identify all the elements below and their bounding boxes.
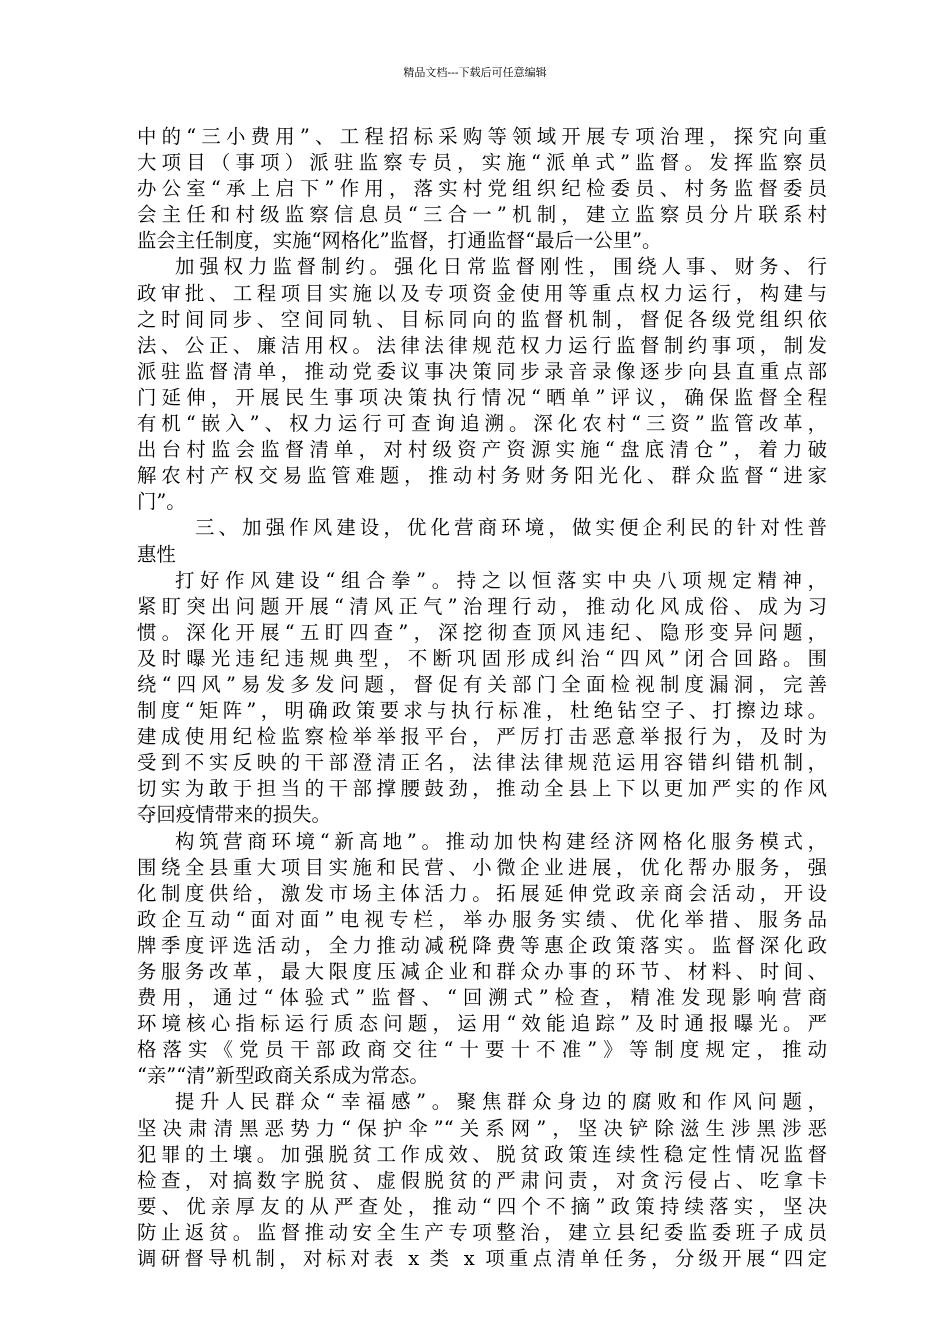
text-line: 紧盯突出问题开展“清风正气”治理行动，推动化风成俗、成为习 xyxy=(137,594,827,618)
text-line: 犯罪的土壤。加强脱贫工作成效、脱贫政策连续性稳定性情况监督 xyxy=(137,1142,827,1166)
text-line: 门延伸，开展民生事项决策执行情况“晒单”评议，确保监督全程 xyxy=(137,385,827,409)
text-line: 派驻监督清单，推动党委议事决策同步录音录像逐步向县直重点部 xyxy=(137,359,827,383)
section-heading-cont: 惠性 xyxy=(137,542,176,566)
text-line: 调研督导机制，对标对表 x 类 x 项重点清单任务，分级开展“四定 xyxy=(137,1247,827,1271)
text-line: 化制度供给，激发市场主体活力。拓展延伸党政亲商会活动，开设 xyxy=(137,881,827,905)
text-line: 绕“四风”易发多发问题，督促有关部门全面检视制度漏洞，完善 xyxy=(137,672,827,696)
text-line: 格落实《党员干部政商交往“十要十不准”》等制度规定，推动 xyxy=(137,1038,827,1062)
text-line: 惯。深化开展“五盯四查”，深挖彻查顶风违纪、隐形变异问题， xyxy=(137,620,827,644)
paragraph-heading-line: 提升人民群众“幸福感”。聚焦群众身边的腐败和作风问题， xyxy=(175,1090,827,1114)
text-line: 防止返贫。监督推动安全生产专项整治，建立县纪委监委班子成员 xyxy=(137,1220,827,1244)
text-line: 坚决肃清黑恶势力“保护伞”“关系网”，坚决铲除滋生涉黑涉恶 xyxy=(137,1116,827,1140)
text-line: 之时间同步、空间同轨、目标同向的监督机制，督促各级党组织依 xyxy=(137,307,827,331)
document-body xyxy=(137,124,827,1334)
text-line: 围绕全县重大项目实施和民营、小微企业进展，优化帮办服务，强 xyxy=(137,855,827,879)
text-line: 环境核心指标运行质态问题，运用“效能追踪”及时通报曝光。严 xyxy=(137,1012,827,1036)
text-line: 牌季度评选活动，全力推动减税降费等惠企政策落实。监督深化政 xyxy=(137,933,827,957)
paragraph-heading-line: 加强权力监督制约。强化日常监督刚性，围绕人事、财务、行 xyxy=(175,255,827,279)
text-line: 法、公正、廉洁用权。法律法律规范权力运行监督制约事项，制发 xyxy=(137,333,827,357)
section-heading: 三、加强作风建设，优化营商环境，做实便企利民的针对性普 xyxy=(195,516,827,540)
text-line: 检查，对搞数字脱贫、虚假脱贫的严肃问责，对贪污侵占、吃拿卡 xyxy=(137,1168,827,1192)
text-line: 受到不实反映的干部澄清正名，法律法律规范运用容错纠错机制， xyxy=(137,751,827,775)
text-line: 建成使用纪检监察检举举报平台，严厉打击恶意举报行为，及时为 xyxy=(137,725,827,749)
text-line: 出台村监会监督清单，对村级资产资源实施“盘底清仓”，着力破 xyxy=(137,438,827,462)
text-line: “亲”“清”新型政商关系成为常态。 xyxy=(137,1064,429,1088)
page-header: 精品文档---下载后可任意编辑 xyxy=(403,66,547,79)
text-line: 监会主任制度，实施“网格化”监督，打通监督“最后一公里”。 xyxy=(137,229,662,253)
text-line: 务服务改革，最大限度压减企业和群众办事的环节、材料、时间、 xyxy=(137,960,827,983)
text-line: 政企互动“面对面”电视专栏，举办服务实绩、优化举措、服务品 xyxy=(137,907,827,931)
text-line: 切实为敢于担当的干部撑腰鼓劲，推动全县上下以更加严实的作风 xyxy=(137,777,827,801)
text-line: 费用，通过“体验式”监督、“回溯式”检查，精准发现影响营商 xyxy=(137,986,827,1010)
text-line: 中的“三小费用”、工程招标采购等领域开展专项治理，探究向重 xyxy=(137,125,827,148)
text-line: 大项目（事项）派驻监察专员，实施“派单式”监督。发挥监察员 xyxy=(137,151,827,175)
text-line: 政审批、工程项目实施以及专项资金使用等重点权力运行，构建与 xyxy=(137,281,827,305)
text-line: 制度“矩阵”，明确政策要求与执行标准，杜绝钻空子、打擦边球。 xyxy=(137,699,827,723)
text-line: 门”。 xyxy=(137,490,186,514)
paragraph-heading-line: 构筑营商环境“新高地”。推动加快构建经济网格化服务模式， xyxy=(175,829,827,853)
paragraph-heading-line: 打好作风建设“组合拳”。持之以恒落实中央八项规定精神， xyxy=(175,568,827,592)
text-line: 办公室“承上启下”作用，落实村党组织纪检委员、村务监督委员 xyxy=(137,177,827,201)
text-line: 及时曝光违纪违规典型，不断巩固形成纠治“四风”闭合回路。围 xyxy=(137,646,827,670)
text-line xyxy=(137,1272,827,1298)
text-line: 有机“嵌入”、权力运行可查询追溯。深化农村“三资”监管改革， xyxy=(137,412,827,436)
text-line: 要、优亲厚友的从严查处，推动“四个不摘”政策持续落实，坚决 xyxy=(137,1194,827,1218)
text-line: 夺回疫情带来的损失。 xyxy=(137,803,331,827)
text-line: 解农村产权交易监管难题，推动村务财务阳光化、群众监督“进家 xyxy=(137,464,827,488)
text-line: 会主任和村级监察信息员“三合一”机制，建立监察员分片联系村 xyxy=(137,203,827,227)
